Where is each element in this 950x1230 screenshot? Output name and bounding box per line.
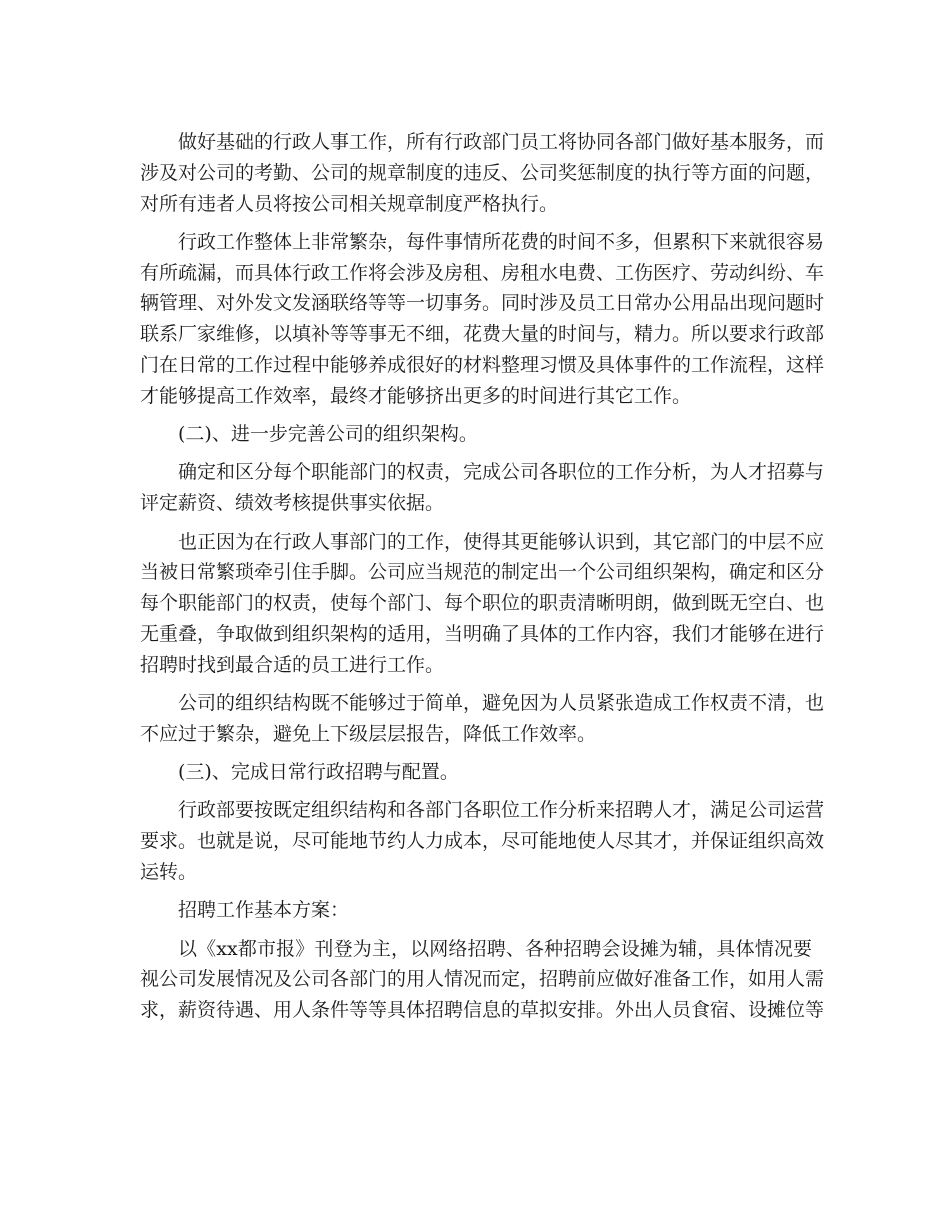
paragraph-structure-balance	[140, 688, 825, 757]
text-line: 门在日常的工作过程中能够养成很好的材料整理习惯及具体事件的工作流程，这样	[140, 354, 825, 377]
heading-line: 招聘工作基本方案：	[178, 899, 350, 922]
section-heading-recruitment	[140, 757, 812, 795]
text-line: 视公司发展情况及公司各部门的用人情况而定，招聘前应做好准备工作，如用人需	[140, 968, 825, 991]
heading-line: (三)、完成日常行政招聘与配置。	[178, 761, 459, 784]
paragraph-org-framework	[140, 527, 825, 688]
text-line: 运转。	[140, 861, 198, 884]
text-line: 以《xx都市报》刊登为主，以网络招聘、各种招聘会设摊为辅，具体情况要	[178, 937, 812, 960]
paragraph-define-responsibilities	[140, 457, 825, 526]
text-line: 要求。也就是说，尽可能地节约人力成本，尽可能地使人尽其才，并保证组织高效	[140, 830, 825, 853]
text-line: 做好基础的行政人事工作，所有行政部门员工将协同各部门做好基本服务，而	[178, 131, 825, 153]
text-line: 有所疏漏，而具体行政工作将会涉及房租、房租水电费、工伤医疗、劳动纠纷、车	[140, 261, 825, 284]
text-line: 涉及对公司的考勤、公司的规章制度的违反、公司奖惩制度的执行等方面的问题，	[140, 161, 825, 184]
text-line: 才能够提高工作效率，最终才能够挤出更多的时间进行其它工作。	[140, 384, 692, 407]
paragraph-recruitment-goals	[140, 795, 825, 895]
text-line: 确定和区分每个职能部门的权责，完成公司各职位的工作分析，为人才招募与	[178, 461, 825, 484]
subheading-recruitment-plan	[140, 895, 812, 933]
document-body	[140, 127, 825, 1034]
paragraph-basic-admin-work	[140, 127, 825, 227]
paragraph-recruitment-channels	[140, 934, 825, 1034]
text-line: 行政部要按既定组织结构和各部门各职位工作分析来招聘人才，满足公司运营	[178, 799, 825, 822]
text-line: 对所有违者人员将按公司相关规章制度严格执行。	[140, 192, 559, 215]
text-line: 联系厂家维修，以填补等等事无不细，花费大量的时间与，精力。所以要求行政部	[140, 323, 825, 346]
text-line: 不应过于繁杂，避免上下级层层报告，降低工作效率。	[140, 722, 597, 745]
heading-line: (二)、进一步完善公司的组织架构。	[178, 423, 478, 446]
text-line: 求，薪资待遇、用人条件等等具体招聘信息的草拟安排。外出人员食宿、设摊位等	[140, 999, 825, 1022]
text-line: 评定薪资、绩效考核提供事实依据。	[140, 492, 445, 515]
section-heading-org-structure	[140, 419, 812, 457]
text-line: 辆管理、对外发文发涵联络等等一切事务。同时涉及员工日常办公用品出现问题时	[140, 292, 825, 315]
text-line: 公司的组织结构既不能够过于简单，避免因为人员紧张造成工作权责不清，也	[178, 692, 825, 715]
paragraph-admin-complexity	[140, 227, 825, 419]
text-line: 行政工作整体上非常繁杂，每件事情所花费的时间不多，但累积下来就很容易	[178, 230, 825, 253]
text-line: 当被日常繁琐牵引住手脚。公司应当规范的制定出一个公司组织架构，确定和区分	[140, 561, 825, 584]
text-line: 每个职能部门的权责，使每个部门、每个职位的职责清晰明朗，做到既无空白、也	[140, 592, 825, 615]
text-line: 也正因为在行政人事部门的工作，使得其更能够认识到，其它部门的中层不应	[178, 530, 825, 553]
text-line: 招聘时找到最合适的员工进行工作。	[140, 653, 445, 676]
text-line: 无重叠，争取做到组织架构的适用，当明确了具体的工作内容，我们才能够在进行	[140, 622, 825, 645]
